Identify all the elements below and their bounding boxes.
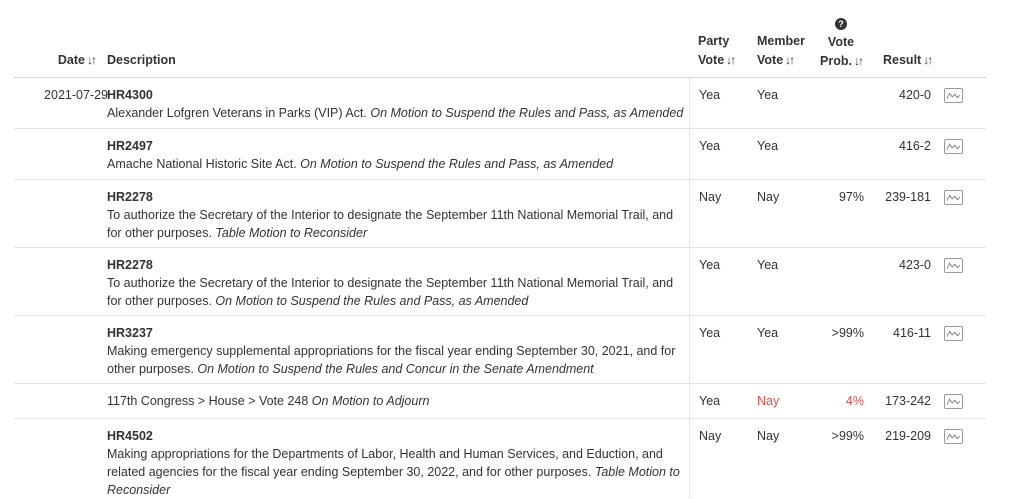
table-row <box>14 419 986 498</box>
line-chart-icon[interactable] <box>944 326 963 341</box>
vote-breadcrumb[interactable]: 117th Congress > House > Vote 248 <box>107 394 309 408</box>
line-chart-icon[interactable] <box>944 258 963 273</box>
vote-motion: On Motion to Suspend the Rules and Pass, as Amended <box>215 294 529 308</box>
member-vote: Yea <box>757 139 779 153</box>
bill-link[interactable]: HR4300 <box>107 88 153 102</box>
bill-link[interactable]: HR2497 <box>107 139 153 153</box>
sort-arrows-icon[interactable]: ↓↑ <box>726 53 735 67</box>
vote-result: 423-0 <box>899 258 931 272</box>
party-vote-header-line2: Vote <box>698 53 725 67</box>
vote-description <box>107 86 687 122</box>
column-divider <box>689 180 690 247</box>
bill-link[interactable]: HR3237 <box>107 326 153 340</box>
date-header-label: Date <box>57 53 85 67</box>
vote-probability: 97% <box>838 190 864 204</box>
vote-description <box>107 188 687 242</box>
table-row <box>14 248 986 316</box>
vote-prob-header-line1: Vote <box>827 35 855 49</box>
vote-description <box>107 324 687 378</box>
party-vote: Nay <box>699 429 722 443</box>
sort-arrows-icon[interactable]: ↓↑ <box>87 53 95 67</box>
table-row <box>14 384 986 419</box>
bill-title: Making emergency supplemental appropriations for the fiscal year ending September 30, 2021, and for other purposes. <box>107 344 676 376</box>
vote-result: 416-11 <box>893 326 931 340</box>
bill-title: To authorize the Secretary of the Interior to designate the September 11th National Memorial Trail, and for other purposes. <box>107 208 674 240</box>
vote-motion: On Motion to Adjourn <box>311 394 430 408</box>
vote-result: 239-181 <box>885 190 931 204</box>
table-row <box>14 316 986 384</box>
sort-arrows-icon[interactable]: ↓↑ <box>853 54 862 68</box>
member-vote-header-line2: Vote <box>757 53 784 67</box>
vote-motion: On Motion to Suspend the Rules and Pass, as Amended <box>300 157 614 171</box>
member-vote: Yea <box>757 88 779 102</box>
vote-description <box>107 427 687 499</box>
party-vote: Yea <box>699 258 721 272</box>
line-chart-icon[interactable] <box>944 429 963 444</box>
date-header[interactable] <box>58 51 95 70</box>
chart-button[interactable] <box>944 139 963 154</box>
vote-probability: >99% <box>831 429 864 443</box>
chart-button[interactable] <box>944 394 963 409</box>
vote-result: 219-209 <box>885 429 931 443</box>
bill-title: Amache National Historic Site Act. <box>107 157 297 171</box>
vote-description <box>107 137 687 173</box>
party-vote: Yea <box>699 88 721 102</box>
bill-title: To authorize the Secretary of the Interior to designate the September 11th National Memorial Trail, and for other purposes. <box>107 276 674 308</box>
member-vote-header[interactable] <box>757 32 805 70</box>
member-vote-header-line1: Member <box>757 34 805 48</box>
party-vote: Nay <box>699 190 722 204</box>
member-vote: Nay <box>757 429 780 443</box>
line-chart-icon[interactable] <box>944 394 963 409</box>
table-row <box>14 78 986 129</box>
bill-link[interactable]: HR2278 <box>107 258 153 272</box>
sort-arrows-icon[interactable]: ↓↑ <box>923 53 932 67</box>
table-header <box>0 0 1024 78</box>
party-vote: Yea <box>699 139 721 153</box>
party-vote-header[interactable] <box>698 32 734 70</box>
party-vote-header-line1: Party <box>698 34 730 48</box>
vote-prob-header[interactable] <box>820 14 862 71</box>
result-header-label: Result <box>883 53 922 67</box>
column-divider <box>689 78 690 128</box>
bill-title: Making appropriations for the Departments of Labor, Health and Human Services, and Eduction, and related agencies for the fiscal year ending September 30, 2022, and for other purposes. <box>107 447 663 479</box>
bill-title: Alexander Lofgren Veterans in Parks (VIP) Act. <box>107 106 367 120</box>
sort-arrows-icon[interactable]: ↓↑ <box>785 53 794 67</box>
table-row <box>14 180 986 248</box>
bill-link[interactable]: HR4502 <box>107 429 153 443</box>
chart-button[interactable] <box>944 326 963 341</box>
line-chart-icon[interactable] <box>944 139 963 154</box>
party-vote: Yea <box>699 326 721 340</box>
help-circle-icon[interactable]: ? <box>835 18 847 30</box>
vote-date: 2021-07-29 <box>44 88 108 102</box>
column-divider <box>689 248 690 315</box>
column-divider <box>689 419 690 498</box>
column-divider <box>689 384 690 418</box>
chart-button[interactable] <box>944 429 963 444</box>
vote-result: 173-242 <box>885 394 931 408</box>
vote-motion: On Motion to Suspend the Rules and Pass, as Amended <box>370 106 684 120</box>
vote-result: 416-2 <box>899 139 931 153</box>
result-header[interactable] <box>883 51 931 70</box>
description-header: Description <box>107 53 176 67</box>
vote-probability: 4% <box>845 394 864 408</box>
line-chart-icon[interactable] <box>944 88 963 103</box>
vote-prob-header-line2: Prob. <box>820 54 852 68</box>
bill-link[interactable]: HR2278 <box>107 190 153 204</box>
vote-description <box>107 256 687 310</box>
column-divider <box>689 316 690 383</box>
member-vote: Yea <box>757 258 779 272</box>
member-vote: Nay <box>757 394 780 408</box>
vote-motion: Table Motion to Reconsider <box>215 226 368 240</box>
chart-button[interactable] <box>944 190 963 205</box>
line-chart-icon[interactable] <box>944 190 963 205</box>
vote-motion: On Motion to Suspend the Rules and Concur in the Senate Amendment <box>197 362 594 376</box>
member-vote: Yea <box>757 326 779 340</box>
member-vote: Nay <box>757 190 780 204</box>
column-divider <box>689 129 690 179</box>
chart-button[interactable] <box>944 258 963 273</box>
vote-probability: >99% <box>831 326 864 340</box>
vote-motion: Table Motion to Reconsider <box>107 465 680 497</box>
vote-result: 420-0 <box>899 88 931 102</box>
vote-description <box>107 392 687 410</box>
party-vote: Yea <box>699 394 721 408</box>
chart-button[interactable] <box>944 88 963 103</box>
table-row <box>14 129 986 180</box>
